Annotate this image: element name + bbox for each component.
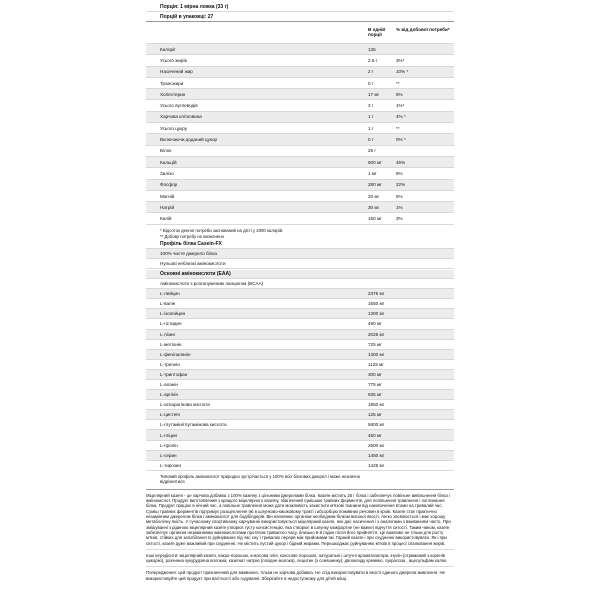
amino-acid-name: L-метіонін bbox=[160, 341, 182, 347]
amino-acid-name: L-фенілаланін bbox=[160, 351, 191, 357]
amino-acid-row bbox=[146, 420, 454, 430]
nutrient-value: 135 bbox=[368, 46, 376, 52]
nutrient-value: 1 мг bbox=[368, 170, 377, 176]
footnote-daily-value: * Відсоток денної потреби заснований на дієті у 2000 калорій. bbox=[160, 227, 284, 233]
amino-acid-value: 775 мг bbox=[368, 382, 382, 388]
amino-acid-value: 490 мг bbox=[368, 321, 382, 327]
nutrient-row bbox=[146, 67, 454, 78]
nutrient-row bbox=[146, 191, 454, 202]
nutrient-name: Холестерин bbox=[160, 91, 186, 97]
daily-value-header: % від добової потреби* bbox=[396, 27, 450, 32]
amino-acid-value: 1850 мг bbox=[368, 402, 385, 408]
nutrient-name: Усього жирів bbox=[160, 57, 187, 63]
amino-acid-row bbox=[146, 289, 454, 299]
amino-acid-row bbox=[146, 451, 454, 461]
nutrient-row bbox=[146, 213, 454, 224]
nutrient-row bbox=[146, 112, 454, 123]
amino-acid-row bbox=[146, 309, 454, 319]
nutrient-header-row bbox=[146, 26, 454, 44]
nutrient-percent: 6% bbox=[396, 91, 403, 97]
nutrient-value: 2.5 г bbox=[368, 57, 378, 63]
amino-acid-value: 5600 мг bbox=[368, 422, 385, 428]
amino-acid-value: 1300 мг bbox=[368, 311, 385, 317]
nutrient-value: 150 мг bbox=[368, 216, 382, 222]
amino-acid-name: L-гліцин bbox=[160, 432, 178, 438]
amino-acid-name: L-цистеїн bbox=[160, 412, 180, 418]
nutrient-value: 1 г bbox=[368, 114, 374, 120]
amino-acid-value: 2375 мг bbox=[368, 291, 385, 297]
nutrient-name: Фосфор bbox=[160, 182, 178, 188]
nutrient-name: Усього вуглеводів bbox=[160, 103, 198, 109]
amino-note: Типовий профіль амінокислот природно зустрічається у 100% всіх білкових джерел і може незначно відрізнятися bbox=[146, 471, 454, 490]
nutrient-percent: 4% * bbox=[396, 114, 406, 120]
nutrient-value: 600 мг bbox=[368, 159, 382, 165]
nutrient-value: 280 мг bbox=[368, 182, 382, 188]
nutrient-value: 0 г bbox=[368, 137, 374, 143]
portion-line: Порція: 1 мірна ложка (33 г) bbox=[146, 2, 454, 12]
amino-acid-value: 2600 мг bbox=[368, 442, 385, 448]
nutrient-value: 25 г bbox=[368, 148, 377, 154]
nutrient-name: Включаючи доданий цукор bbox=[160, 137, 218, 143]
per-serving-header: В одній порції bbox=[368, 27, 386, 37]
amino-acid-name: L-глутамін/глутамінова кислота bbox=[160, 422, 227, 428]
amino-acid-name: L-ізолейцин bbox=[160, 311, 186, 317]
nutrient-name: Насичений жир bbox=[160, 69, 193, 75]
nutrient-value: 0 г bbox=[368, 80, 374, 86]
amino-acid-value: 125 мг bbox=[368, 412, 382, 418]
protein-profile-title: Профіль білка Casein-FX bbox=[146, 240, 454, 249]
nutrient-name: Калорії bbox=[160, 46, 176, 52]
nutrient-row bbox=[146, 168, 454, 179]
nutrient-row bbox=[146, 55, 454, 66]
nutrient-value: 20 мг bbox=[368, 193, 380, 199]
nutrient-percent: 22% bbox=[396, 182, 406, 188]
warning-text: Попередження: цей продукт призначений для вживання, тільки не харчова добавка. Не слід використовувати в якості єдиного джерела живлення. Не використовуйте цей продукт при вагітності або годуванні. Зберігайте в недоступному для дітей місці. bbox=[146, 570, 445, 581]
amino-acid-row bbox=[146, 410, 454, 420]
amino-acid-value: 1425 мг bbox=[368, 462, 385, 468]
amino-acid-name: L-пролін bbox=[160, 442, 178, 448]
amino-acids-title: Основні амінокислоти (ЕАА) bbox=[146, 270, 454, 279]
nutrient-name: Кальцій bbox=[160, 159, 177, 165]
nutrient-name: Харчова клітковина bbox=[160, 114, 202, 120]
nutrient-percent: 10% * bbox=[396, 69, 409, 75]
nutrient-value: 30 мг bbox=[368, 204, 380, 210]
amino-acid-row bbox=[146, 400, 454, 410]
amino-acid-row bbox=[146, 430, 454, 440]
nutrient-name: Трансжири bbox=[160, 80, 184, 86]
amino-acid-row bbox=[146, 461, 454, 471]
amino-acid-row bbox=[146, 360, 454, 370]
amino-acid-name: L-валін bbox=[160, 301, 176, 307]
nutrient-row bbox=[146, 157, 454, 168]
nutrient-percent: 1% bbox=[396, 204, 403, 210]
amino-acid-value: 1300 мг bbox=[368, 351, 385, 357]
amino-acid-row bbox=[146, 330, 454, 340]
amino-acid-name: L-аспарагінова кислота bbox=[160, 402, 210, 408]
nutrient-value: 1 г bbox=[368, 125, 374, 131]
amino-acid-table bbox=[146, 289, 454, 471]
servings-line: Порцій в упаковці: 27 bbox=[146, 12, 454, 22]
amino-acid-name: L-триптофан bbox=[160, 371, 188, 377]
nutrient-name: Магній bbox=[160, 193, 175, 199]
amino-acid-row bbox=[146, 319, 454, 329]
amino-acid-value: 1650 мг bbox=[368, 301, 385, 307]
nutrient-value: 2 г bbox=[368, 69, 374, 75]
footnote-not-defined: ** Добову потребу не визначено bbox=[160, 233, 224, 239]
nutrient-name: Білок bbox=[160, 148, 172, 154]
nutrient-row bbox=[146, 78, 454, 89]
nutrient-row bbox=[146, 134, 454, 145]
amino-acid-row bbox=[146, 390, 454, 400]
nutrient-row bbox=[146, 202, 454, 213]
amino-acid-row bbox=[146, 441, 454, 451]
amino-acid-name: L-тирозин bbox=[160, 462, 182, 468]
nutrient-value: 3 г bbox=[368, 103, 374, 109]
nutrient-name: Усього цукру bbox=[160, 125, 187, 131]
amino-acid-name: L-треонін bbox=[160, 361, 180, 367]
nutrient-row bbox=[146, 100, 454, 111]
ingredients-text: Інші інгредієнти: міцелярний казеїн, какао-порошок, кокосова олія, кокосове порошок, натуральні і штучні ароматизатори, інулін (отриманий з коренів цикорію), розчинна кукурудзяна волокна, казеїнат натрію (похідне молока), лецитин (з соняшнику), двооксиду кремнію, сукралоза , ацесульфам калію. bbox=[146, 550, 454, 568]
nutrient-row bbox=[146, 89, 454, 100]
nutrient-row bbox=[146, 123, 454, 134]
amino-acid-value: 450 мг bbox=[368, 432, 382, 438]
nutrient-name: Залізо bbox=[160, 170, 174, 176]
nutrient-percent: 0% * bbox=[396, 137, 406, 143]
nutrient-name: Калій bbox=[160, 216, 172, 222]
amino-acid-name: L-аргінін bbox=[160, 392, 178, 398]
amino-acid-value: 1450 мг bbox=[368, 452, 385, 458]
protein-profile-line: 100% чисте джерело білка bbox=[146, 249, 454, 259]
nutrient-percent: ** bbox=[396, 125, 400, 131]
amino-acid-row bbox=[146, 340, 454, 350]
amino-acid-row bbox=[146, 370, 454, 380]
amino-acid-name: L-аланін bbox=[160, 382, 178, 388]
amino-acid-row bbox=[146, 299, 454, 309]
bcaa-subtitle: Амінокислоти з розгалуженим ланцюгом (BCAA) bbox=[146, 279, 454, 289]
amino-acid-value: 300 мг bbox=[368, 371, 382, 377]
protein-profile-line: Нульові неблизкі амінокислоти bbox=[146, 259, 454, 269]
nutrient-row bbox=[146, 180, 454, 191]
product-description: Міцелярний казеїн - це харчова добавка з 100% казеїну з цільними джерелами білка. Казеїн містить 25 г білка і забезпечує повільне вивільнення білка і амінокислот. Продукт виготовлений з кращого міцелярного казеїну, збагачений сумішшю травних ферментів, для поліпшення травлення і поглинання білка. Продукт працює в нічний час, а повільне травлення може дати можливість захистити м'язові тканини від накопичення втоми на тривалий час. Суміш травних ферментів підтримує розщеплення їжі в шлунково-кишковому тракті і абсорбцію поживних речовин в крові. Казеїн стає практично незамінним джерелом білка і амінокислот для бодібілдерів. Він наповнює організм необхідним білком високої якості, легко засвоюється і має хорошу метаболічну якість. У сучасному спортивному харчуванні використовується міцелярний казеїн, яке дає насичення і з аналогами з вживанням часто. При змішуванні з рідиною міцелярний казеїн утворює густу консистенцію, яка створює в шлунку комфортне (не важке) відчуття ситості. Таким чином, казеїн забезпечує організм незамінними амінокислотами протягом тривалого часу, близько 6-8 годин після його прийняття. Це важливо не тільки для росту м'язів, стійких для запобігання їх руйнування під час сну і тривалих перерв між прийомами їжі. Гарний казеїн і при схудненні використовувати. Як і при ситості, казеїн дуже важливий при схудненні. Не містить пустий цукор і бідний жирами. Перешкоджає руйнуванню м'язів в процесі спалювання жирів. bbox=[146, 490, 454, 550]
nutrient-value: 17 мг bbox=[368, 91, 380, 97]
supplement-facts-document bbox=[146, 2, 454, 584]
amino-acid-name: L-гістидин bbox=[160, 321, 182, 327]
nutrient-percent: 3% bbox=[396, 216, 403, 222]
nutrient-row bbox=[146, 44, 454, 55]
amino-acid-name: L-серин bbox=[160, 452, 177, 458]
nutrient-percent: 5% bbox=[396, 193, 403, 199]
nutrient-row bbox=[146, 146, 454, 157]
nutrient-percent: 3%* bbox=[396, 57, 405, 63]
nutrient-percent: ** bbox=[396, 80, 400, 86]
nutrient-percent: 6% bbox=[396, 170, 403, 176]
amino-acid-row bbox=[146, 350, 454, 360]
amino-acid-row bbox=[146, 380, 454, 390]
amino-acid-value: 2025 мг bbox=[368, 331, 385, 337]
amino-acid-name: L-лізин bbox=[160, 331, 175, 337]
nutrient-percent: 1%* bbox=[396, 103, 405, 109]
nutrient-table bbox=[146, 44, 454, 225]
footnotes bbox=[146, 225, 454, 239]
amino-acid-value: 935 мг bbox=[368, 392, 382, 398]
nutrient-percent: 46% bbox=[396, 159, 406, 165]
amino-acid-value: 725 мг bbox=[368, 341, 382, 347]
amino-acid-value: 1125 мг bbox=[368, 361, 384, 367]
nutrient-name: Натрій bbox=[160, 204, 175, 210]
amino-acid-name: L-лейцин bbox=[160, 291, 180, 297]
